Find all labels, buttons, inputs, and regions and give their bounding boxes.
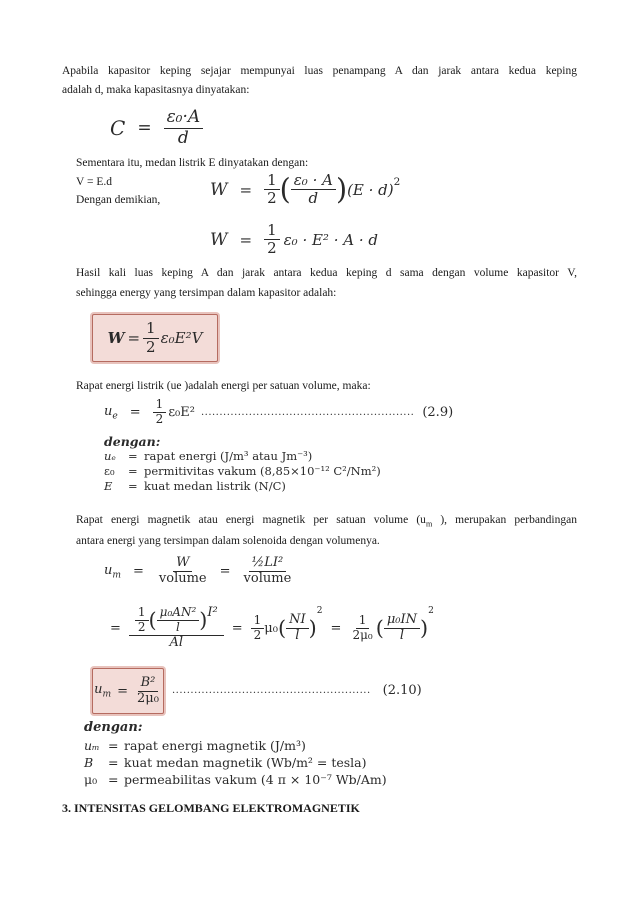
magnetic-line-2: antara energi yang tersimpan dalam solenoida dengan volumenya. (76, 535, 380, 547)
eq-c-den: d (177, 127, 189, 148)
eq-c-op: = (137, 118, 152, 139)
um-dengan-label: dengan: (84, 720, 143, 735)
um-def-row: B = kuat medan magnetik (Wb/m² = tesla) (84, 755, 367, 770)
volume-line-1: Hasil kali luas keping A dan jarak antara kedua keping d sama dengan volume kapasitor V, (76, 267, 577, 279)
eq-ue-rhs: ε₀E² (168, 404, 195, 420)
volume-line-2: sehingga energy yang tersimpan dalam kapasitor adalah: (76, 287, 337, 299)
eq-w2-half-num: 1 (264, 222, 280, 240)
eq-w1-factor: (E · d) (347, 180, 394, 199)
eq-ue-op: = (129, 404, 141, 420)
um-def-row: uₘ = rapat energi magnetik (J/m³) (84, 738, 306, 753)
equation-capacitance (110, 108, 203, 148)
eq-c-lhs: C (110, 116, 126, 141)
eq-um2-op: = (110, 620, 121, 636)
um-def-row: μ₀ = permeabilitas vakum (4 π × 10⁻⁷ Wb/Am) (84, 772, 387, 787)
eq-bw-rhs: ε₀E²V (160, 329, 203, 347)
eq-w1-lhs: W (210, 179, 228, 200)
eq-bw-half (143, 320, 159, 356)
equation-um-2: = $\frac{1}{2}$ ( $\frac{\text{μ₀AN²}}{l}$ ) I² Al = $\frac{1}{2}$ μ₀ ( $\frac{NI}{l}$ ) 2 = $\frac{1}{\text{2μ₀}}$ ( $\frac{\text{μ₀IN}}{l}$ ) 2 (110, 605, 434, 650)
density-line-1: Rapat energi listrik (ue )adalah energi per satuan volume, maka: (76, 380, 371, 392)
eq-um1-frac1: $\frac{W}{\text{volume}}$ (158, 555, 207, 586)
section-heading: 3. INTENSITAS GELOMBANG ELEKTROMAGNETIK (62, 801, 360, 815)
eq-um2-op2: = (231, 620, 243, 636)
eq-um1-op2: = (219, 563, 231, 579)
eq-bw-half-num: 1 (143, 320, 159, 338)
eq-c-fraction (164, 108, 204, 148)
equation-ue (104, 398, 453, 427)
magnetic-line-1: Rapat energi magnetik atau energi magnetik per satuan volume ($u_m$ ), merupakan perbandingan (76, 514, 577, 529)
equation-um-1 (104, 556, 294, 587)
eq-w1-power: 2 (393, 176, 401, 188)
eq-w1-op: = (239, 180, 253, 199)
eq-w1-inner (291, 172, 336, 208)
ue-def-row: uₑ = rapat energi (J/m³ atau Jm⁻³) (104, 449, 313, 463)
eq-w2-lhs: W (210, 229, 228, 250)
eq-w1-inner-num: ε₀ · A (291, 172, 336, 190)
intro-line-1: Apabila kapasitor keping sejajar mempunyai luas penampang A dan jarak antara kedua keping (62, 65, 577, 77)
field-line-2: V = E.d (76, 176, 112, 188)
um-definitions (84, 737, 387, 788)
eq-ue-half-num: 1 (153, 398, 167, 413)
eq-bw-op: = (127, 329, 141, 347)
eq-ue-lhs: $u_e$ (104, 403, 118, 422)
eq-um1-op: = (133, 563, 144, 579)
eq-w1-half-den: 2 (267, 189, 277, 208)
ue-dengan-label: dengan: (104, 434, 161, 449)
field-line-3: Dengan demikian, (76, 194, 161, 206)
eq-w2-op: = (239, 230, 253, 249)
equation-boxed-um: $u_m$ = $\frac{\text{B²}}{\text{2μ₀}}$ (92, 668, 164, 714)
equation-energy-1: W = $\frac{1}{2}$ ( $\frac{\text{ε₀ · A}}{d}$ ) (E · d) $^2$ (210, 171, 401, 208)
eq-um2-mu0: μ₀ (264, 620, 278, 636)
eq-w2-half-den: 2 (267, 239, 277, 258)
eq-w1-half-num: 1 (264, 172, 280, 190)
eq-bw-half-den: 2 (146, 337, 156, 356)
equation-energy-2 (210, 222, 378, 258)
eq-ue-number: (2.9) (422, 404, 454, 420)
ue-def-row: E = kuat medan listrik (N/C) (104, 479, 286, 493)
eq-w1-half (264, 172, 280, 208)
eq-w2-half (264, 222, 280, 258)
equation-boxed-energy (92, 314, 218, 362)
ue-definitions (104, 449, 381, 494)
eq-bw-lhs: W (107, 329, 125, 347)
eq-um1-frac2: $\frac{\text{½LI²}}{\text{volume}}$ (243, 555, 292, 586)
equation-um-boxed-tail: ...................................................... (2.10) (172, 683, 422, 698)
eq-ue-half-den: 2 (155, 411, 164, 426)
eq-um2-op3: = (330, 620, 342, 636)
eq-ue-half (153, 398, 167, 427)
eq-w2-rhs: ε₀ · E² · A · d (283, 230, 378, 249)
field-line-1: Sementara itu, medan listrik E dinyatakan dengan: (76, 157, 309, 169)
eq-um1-lhs: $u_m$ (104, 562, 121, 581)
eq-c-num: ε₀·A (164, 108, 204, 129)
ue-def-row: ε₀ = permitivitas vakum (8,85×10⁻¹² C²/Nm²) (104, 464, 381, 478)
eq-um2-bigfrac: $\frac{1}{2}$ ( $\frac{\text{μ₀AN²}}{l}$ ) I² Al (129, 606, 224, 651)
eq-w1-inner-den: d (308, 189, 319, 208)
eq-ue-dots: .......................................................... (200, 406, 415, 418)
intro-line-2: adalah d, maka kapasitasnya dinyatakan: (62, 84, 250, 96)
